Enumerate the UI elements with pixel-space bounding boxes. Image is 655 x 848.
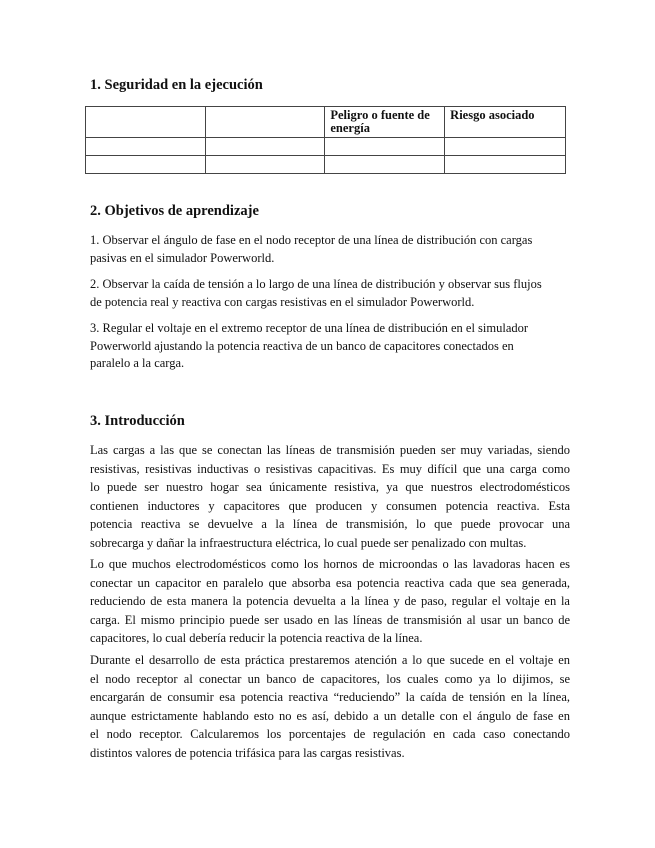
- text-line: aunque estrictamente hablando esto no es así, debido a un detalle con el ángulo de fase en: [90, 708, 570, 723]
- text-line: paralelo a la carga.: [90, 356, 185, 371]
- text-line: 2. Observar la caída de tensión a lo largo de una línea de distribución y observar sus flujos: [90, 277, 542, 291]
- intro-paragraph: [90, 651, 570, 763]
- section-title-introduccion: 3. Introducción: [90, 413, 185, 429]
- text-line: sobrecarga y dañar la infraestructura eléctrica, lo cual puede ser penalizado con multas.: [90, 535, 527, 550]
- risk-table-header-hazard: Peligro o fuente de energía: [325, 107, 445, 138]
- risk-table-cell: [325, 156, 445, 174]
- text-line: conectar un capacitor en paralelo que absorba esa potencia reactiva cada que sea generada,: [90, 575, 570, 590]
- risk-table-header-cell: [86, 107, 206, 138]
- text-line: Lo que muchos electrodomésticos como los hornos de microondas o las lavadoras hacen es: [90, 557, 570, 571]
- section-title-objetivos: 2. Objetivos de aprendizaje: [90, 203, 259, 219]
- text-line: 3. Regular el voltaje en el extremo receptor de una línea de distribución en el simulador: [90, 321, 529, 335]
- section-title-seguridad: 1. Seguridad en la ejecución: [90, 77, 263, 93]
- risk-table-row: [86, 156, 566, 174]
- risk-table-cell: [445, 156, 566, 174]
- risk-table-header-risk: Riesgo asociado: [445, 107, 566, 138]
- risk-table-cell: [445, 138, 566, 156]
- text-line: carga. El mismo principio puede ser usado en las líneas de transmisión al usar un banco de: [90, 612, 570, 627]
- text-line: resistivas, resistivas inductivas o resistivas capacitivas. Es muy difícil que una carga como: [90, 461, 570, 476]
- text-line: lo puede ser nuestro hogar sea únicamente resistiva, ya que nuestros electrodomésticos: [90, 480, 570, 495]
- text-line: contienen inductores y capacitores que producen y consumen potencia reactiva. Esta: [90, 498, 570, 513]
- text-line: 1. Observar el ángulo de fase en el nodo receptor de una línea de distribución con cargas: [90, 233, 533, 247]
- text-line: el nodo receptor al conectar un banco de capacitores, los cuales como ya lo dijimos, se: [90, 671, 570, 686]
- risk-table-header-row: [86, 107, 566, 138]
- risk-table-cell: [325, 138, 445, 156]
- risk-table-cell: [86, 138, 206, 156]
- objective-item: [90, 276, 570, 311]
- risk-table-row: [86, 138, 566, 156]
- text-line: de potencia real y reactiva con cargas resistivas en el simulador Powerworld.: [90, 294, 475, 309]
- text-line: encargarán de consumir esa potencia reactiva “reduciendo” la caída de tensión en la línea,: [90, 690, 570, 705]
- text-line: Las cargas a las que se conectan las líneas de transmisión pueden ser muy variadas, siendo: [90, 443, 570, 457]
- text-line: reduciendo de esta manera la potencia devuelta a la línea y de paso, regular el voltaje en la: [90, 594, 570, 609]
- risk-table-cell: [86, 156, 206, 174]
- risk-table: [85, 106, 566, 174]
- text-line: potencia reactiva se devuelve a la línea de transmisión, lo que puede provocar una: [90, 517, 570, 532]
- intro-paragraph: [90, 555, 570, 648]
- text-line: el nodo receptor. Calcularemos los porcentajes de regulación en cada caso conectando: [90, 727, 570, 742]
- text-line: capacitores, lo cual debería reducir la potencia reactiva de la línea.: [90, 631, 423, 646]
- objective-item: [90, 232, 570, 267]
- text-line: distintos valores de potencia trifásica para las cargas resistivas.: [90, 745, 405, 760]
- text-line: Powerworld ajustando la potencia reactiva de un banco de capacitores conectados en: [90, 338, 514, 353]
- risk-table-cell: [205, 138, 325, 156]
- risk-table-header-cell: [205, 107, 325, 138]
- text-line: pasivas en el simulador Powerworld.: [90, 250, 275, 265]
- risk-table-cell: [205, 156, 325, 174]
- text-line: Durante el desarrollo de esta práctica prestaremos atención a lo que sucede en el voltaje en: [90, 653, 570, 667]
- objective-item: [90, 320, 570, 373]
- intro-paragraph: [90, 441, 570, 553]
